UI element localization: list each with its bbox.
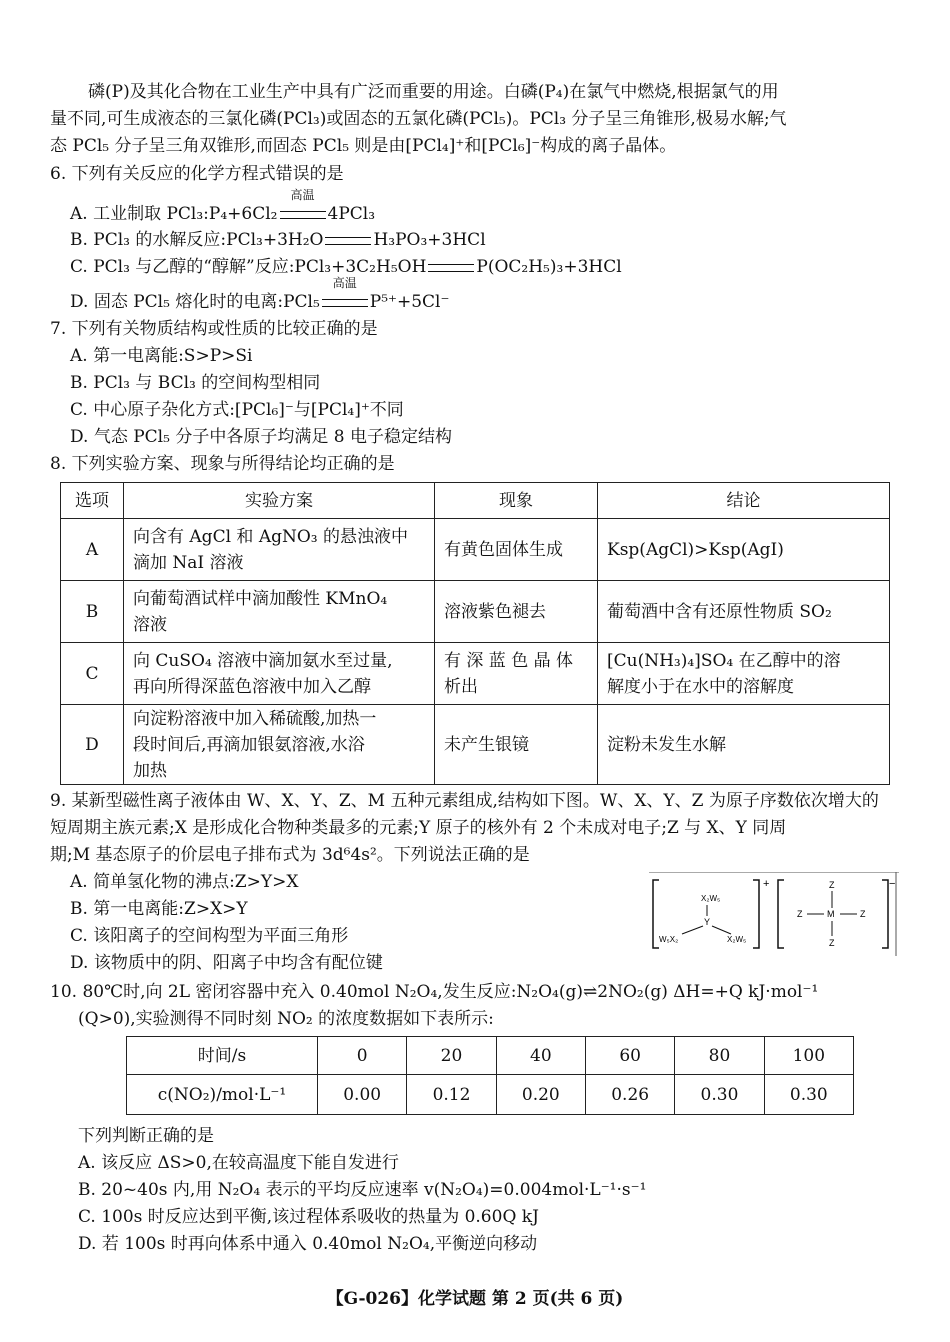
q6-d-left: D. 固态 PCl₅ 熔化时的电离:PCl₅: [70, 292, 320, 312]
q8-d-phenomenon: 未产生银镜: [435, 705, 598, 785]
q7-option-d: D. 气态 PCl₅ 分子中各原子均满足 8 电子稳定结构: [70, 427, 452, 447]
q6-d-right: P⁵⁺+5Cl⁻: [369, 292, 450, 312]
q6-a-right: 4PCl₃: [327, 204, 376, 224]
intro-line-1: 磷(P)及其化合物在工业生产中具有广泛而重要的用途。白磷(P₄)在氯气中燃烧,根据氯气的用: [88, 82, 779, 102]
q7-option-b: B. PCl₃ 与 BCl₃ 的空间构型相同: [70, 373, 321, 393]
q10-conc-cell: 0.12: [407, 1075, 496, 1115]
q10-time-cell: 20: [407, 1037, 496, 1075]
q9-option-a: A. 简单氢化物的沸点:Z>Y>X: [70, 872, 299, 892]
q8-a-plan: 向含有 AgCl 和 AgNO₃ 的悬浊液中 滴加 NaI 溶液: [124, 519, 435, 581]
cation-left-group: W₅X₂: [659, 935, 679, 944]
q6-a-left: A. 工业制取 PCl₃:P₄+6Cl₂: [70, 204, 278, 224]
intro-line-3: 态 PCl₅ 分子呈三角双锥形,而固态 PCl₅ 则是由[PCl₄]⁺和[PCl₆]⁻构成的离子晶体。: [50, 136, 677, 156]
q10-conc-label: c(NO₂)/mol·L⁻¹: [127, 1075, 318, 1115]
q8-c-option: C: [61, 643, 124, 705]
q10-time-cell: 40: [496, 1037, 585, 1075]
q6-c-left: C. PCl₃ 与乙醇的“醇解”反应:PCl₃+3C₂H₅OH: [70, 257, 427, 277]
q8-c-plan: 向 CuSO₄ 溶液中滴加氨水至过量, 再向所得深蓝色溶液中加入乙醇: [124, 643, 435, 705]
table-row: [127, 1037, 854, 1075]
q8-header-phenomenon: 现象: [435, 483, 598, 519]
q9-structure-diagram: [649, 872, 899, 956]
q8-b-conclusion: 葡萄酒中含有还原性物质 SO₂: [598, 581, 890, 643]
q8-table: [60, 482, 890, 785]
table-row: [61, 581, 890, 643]
cation-top-group: X₂W₅: [701, 894, 721, 903]
q8-a-phenomenon: 有黄色固体生成: [435, 519, 598, 581]
anion-z-right: Z: [860, 909, 866, 919]
q6-b-equals: [323, 228, 373, 252]
anion-z-bottom: Z: [829, 938, 835, 948]
q6-option-d: [70, 276, 450, 314]
q8-header-plan: 实验方案: [124, 483, 435, 519]
q10-table: [126, 1036, 854, 1115]
q6-a-arrow: [278, 188, 328, 226]
q10-option-a: A. 该反应 ΔS>0,在较高温度下能自发进行: [78, 1153, 399, 1173]
q6-a-condition: 高温: [290, 188, 315, 202]
q8-c-phenomenon: 有 深 蓝 色 晶 体 析出: [435, 643, 598, 705]
q6-b-left: B. PCl₃ 的水解反应:PCl₃+3H₂O: [70, 230, 324, 250]
table-row: [61, 519, 890, 581]
q8-stem: 8. 下列实验方案、现象与所得结论均正确的是: [50, 454, 395, 474]
intro-line-2: 量不同,可生成液态的三氯化磷(PCl₃)或固态的五氯化磷(PCl₅)。PCl₃ 分子呈三角锥形,极易水解;气: [50, 109, 787, 129]
q10-time-cell: 60: [585, 1037, 674, 1075]
q6-c-equals: [426, 255, 476, 279]
q6-d-arrow: [320, 276, 370, 314]
q8-b-phenomenon: 溶液紫色褪去: [435, 581, 598, 643]
q10-time-cell: 100: [764, 1037, 853, 1075]
q8-header-option: 选项: [61, 483, 124, 519]
cation-right-group: X₂W₅: [727, 935, 747, 944]
q10-option-c: C. 100s 时反应达到平衡,该过程体系吸收的热量为 0.60Q kJ: [78, 1207, 539, 1227]
q6-b-right: H₃PO₃+3HCl: [373, 230, 486, 250]
q9-option-c: C. 该阳离子的空间构型为平面三角形: [70, 926, 349, 946]
q10-time-cell: 0: [318, 1037, 407, 1075]
q7-stem: 7. 下列有关物质结构或性质的比较正确的是: [50, 319, 378, 339]
q10-ask: 下列判断正确的是: [78, 1126, 214, 1146]
page-footer: 【G-026】化学试题 第 2 页(共 6 页): [326, 1289, 624, 1309]
q8-c-conclusion: [Cu(NH₃)₄]SO₄ 在乙醇中的溶 解度小于在水中的溶解度: [598, 643, 890, 705]
q9-line-3: 期;M 基态原子的价层电子排布式为 3d⁶4s²。下列说法正确的是: [50, 845, 530, 865]
anion-center-atom: M: [827, 909, 835, 919]
q10-option-b: B. 20~40s 内,用 N₂O₄ 表示的平均反应速率 v(N₂O₄)=0.004mol·L⁻¹·s⁻¹: [78, 1180, 647, 1200]
q7-option-a: A. 第一电离能:S>P>Si: [70, 346, 253, 366]
cation-charge: +: [763, 878, 770, 890]
q10-line-2: (Q>0),实验测得不同时刻 NO₂ 的浓度数据如下表所示:: [78, 1009, 494, 1029]
q6-stem: 6. 下列有关反应的化学方程式错误的是: [50, 164, 344, 184]
q10-time-cell: 80: [675, 1037, 764, 1075]
q7-option-c: C. 中心原子杂化方式:[PCl₆]⁻与[PCl₄]⁺不同: [70, 400, 404, 420]
q10-time-label: 时间/s: [127, 1037, 318, 1075]
q10-conc-cell: 0.00: [318, 1075, 407, 1115]
q8-b-plan: 向葡萄酒试样中滴加酸性 KMnO₄ 溶液: [124, 581, 435, 643]
q8-b-option: B: [61, 581, 124, 643]
table-row: [127, 1075, 854, 1115]
q6-d-condition: 高温: [332, 276, 357, 290]
q10-option-d: D. 若 100s 时再向体系中通入 0.40mol N₂O₄,平衡逆向移动: [78, 1234, 538, 1254]
q8-a-conclusion: Ksp(AgCl)>Ksp(AgI): [598, 519, 890, 581]
q10-conc-cell: 0.30: [764, 1075, 853, 1115]
q10-conc-cell: 0.26: [585, 1075, 674, 1115]
q6-option-a: [70, 188, 376, 226]
q8-d-plan: 向淀粉溶液中加入稀硫酸,加热一 段时间后,再滴加银氨溶液,水浴 加热: [124, 705, 435, 785]
q8-d-conclusion: 淀粉未发生水解: [598, 705, 890, 785]
table-row: [61, 643, 890, 705]
q8-header-conclusion: 结论: [598, 483, 890, 519]
q8-a-option: A: [61, 519, 124, 581]
table-row: [61, 705, 890, 785]
q6-c-right: P(OC₂H₅)₃+3HCl: [476, 257, 622, 277]
q6-option-b: [70, 228, 486, 252]
q8-d-option: D: [61, 705, 124, 785]
anion-z-top: Z: [829, 880, 835, 890]
q10-conc-cell: 0.30: [675, 1075, 764, 1115]
q9-line-1: 9. 某新型磁性离子液体由 W、X、Y、Z、M 五种元素组成,结构如下图。W、X、Y、Z 为原子序数依次增大的: [50, 791, 879, 811]
q9-option-b: B. 第一电离能:Z>X>Y: [70, 899, 248, 919]
q10-conc-cell: 0.20: [496, 1075, 585, 1115]
q9-line-2: 短周期主族元素;X 是形成化合物种类最多的元素;Y 原子的核外有 2 个未成对电子;Z 与 X、Y 同周: [50, 818, 787, 838]
q8-header-row: [61, 483, 890, 519]
anion-charge: −: [889, 878, 896, 890]
q10-line-1: 10. 80℃时,向 2L 密闭容器中充入 0.40mol N₂O₄,发生反应:N₂O₄(g)⇌2NO₂(g) ΔH=+Q kJ·mol⁻¹: [50, 982, 819, 1002]
cation-center-atom: Y: [704, 917, 711, 927]
anion-z-left: Z: [797, 909, 803, 919]
q9-option-d: D. 该物质中的阴、阳离子中均含有配位键: [70, 953, 383, 973]
